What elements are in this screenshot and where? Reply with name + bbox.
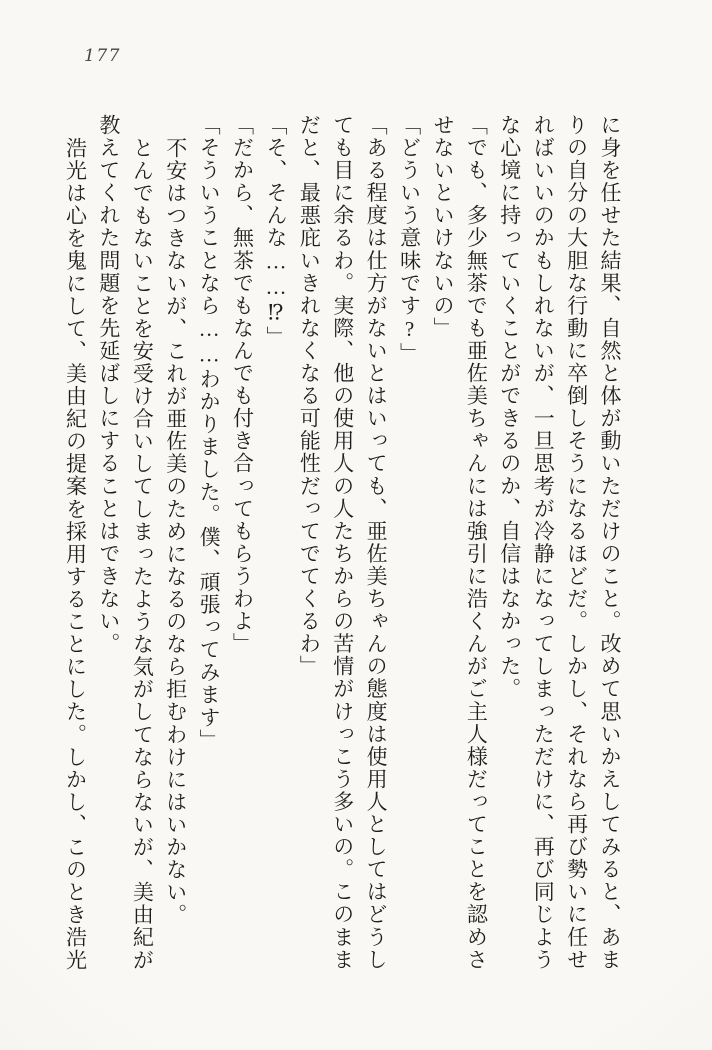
text-line: 教えてくれた問題を先延ばしにすることはできない。 xyxy=(96,114,121,656)
text-line-dialogue: ても目に余るわ。実際、他の使用人の人たちからの苦情がけっこう多いの。このまま xyxy=(330,114,355,971)
text-line: 不安はつきないが、これが亜佐美のためになるのなら拒むわけにはいかない。 xyxy=(163,136,188,926)
text-line: ればいいのかもしれないが、一旦思考が冷静になってしまっただけに、再び同じよう xyxy=(531,114,556,971)
text-line: りの自分の大胆な行動に卒倒しそうになるほどだ。しかし、それなら再び勢いに任せ xyxy=(564,114,589,971)
text-line-dialogue: 「ある程度は仕方がないとはいっても、亜佐美ちゃんの態度は使用人としてはどうし xyxy=(364,114,389,971)
text-line: 浩光は心を鬼にして、美由紀の提案を採用することにした。しかし、このとき浩光 xyxy=(63,136,88,971)
text-line-dialogue: せないといけないの」 xyxy=(430,114,455,340)
text-line: とんでもないことを安受け合いしてしまったような気がしてならないが、美由紀が xyxy=(130,136,155,971)
text-line-dialogue: 「そ、そんな……⁉」 xyxy=(263,114,288,349)
text-line-dialogue: 「どういう意味です?」 xyxy=(397,114,422,366)
text-line-dialogue: 「だから、無茶でもなんでも付き合ってもらうわよ」 xyxy=(230,114,255,656)
text-line: に身を任せた結果、自然と体が動いただけのこと。改めて思いかえしてみると、あま xyxy=(598,114,622,971)
text-line-dialogue: だと、最悪庇いきれなくなる可能性だってでてくるわ」 xyxy=(297,114,322,678)
text-line: な心境に持っていくことができるのか、自信はなかった。 xyxy=(497,114,522,701)
body-text xyxy=(58,114,626,984)
page-number: 177 xyxy=(84,46,121,66)
text-line-dialogue: 「そういうことなら……わかりました。僕、頑張ってみます」 xyxy=(197,114,222,752)
text-line-dialogue: 「でも、多少無茶でも亜佐美ちゃんには強引に浩くんがご主人様だってことを認めさ xyxy=(464,114,489,971)
